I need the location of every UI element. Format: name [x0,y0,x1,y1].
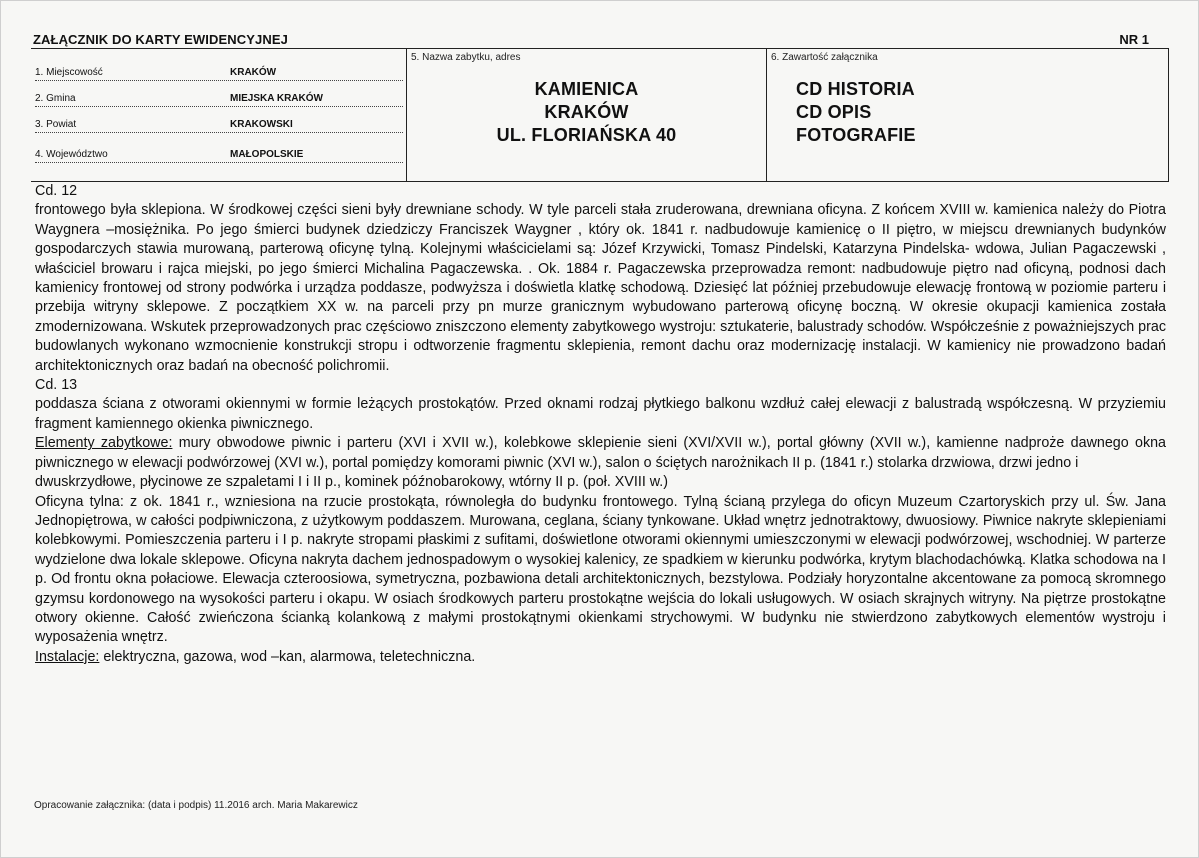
installations-paragraph [35,648,1166,667]
field-label: 1. Miejscowość [35,67,103,78]
installations-text: elektryczna, gazowa, wod –kan, alarmowa, teletechniczna. [99,648,476,665]
prepared-by-note: Opracowanie załącznika: (data i podpis) 11.2016 arch. Maria Makarewicz [34,800,358,811]
box5-title: 5. Nazwa zabytku, adres [411,52,521,63]
field-value: KRAKÓW [230,67,277,78]
header-top-rule [31,48,1169,49]
box-divider-right [766,48,767,181]
field-voivodeship [35,140,403,163]
document-number: NR 1 [1119,32,1149,47]
monument-line-1: KAMIENICA [534,79,639,99]
continuation-marker-12: Cd. 12 [35,183,78,199]
description-text [35,182,1166,667]
field-label: 2. Gmina [35,93,76,104]
field-underline [35,80,403,81]
card-right-rule [1168,48,1169,181]
elements-text: mury obwodowe piwnic i parteru (XVI i XVII w.), kolebkowe sklepienie sieni (XVI/XVII w.), portal główny (XVII w.), kamienne nadproże dawnego okna piwnicznego w elewacji podwórzowej (XVI w.), portal pomiędzy komorami piwnic (XVI w.), salon o ściętych narożnikach II p. (1841 r.) stolarka drzwiowa, drzwi jedno i [35,435,1166,471]
elements-continued: dwuskrzydłowe, płycinowe ze szpaletami I i II p., kominek późnobarokowy, wtórny II p. (poł. XVIII w.) [35,474,669,491]
field-underline [35,132,403,133]
contents-line-2: CD OPIS [796,102,872,122]
box6-title: 6. Zawartość załącznika [771,52,878,63]
field-commune [35,84,403,107]
field-label: 3. Powiat [35,119,77,130]
field-underline [35,162,403,163]
page-header [31,32,1179,48]
contents-line-1: CD HISTORIA [796,79,915,99]
field-value: MIEJSKA KRAKÓW [230,93,323,104]
field-value: MAŁOPOLSKIE [230,149,304,160]
document-title: ZAŁĄCZNIK DO KARTY EWIDENCYJNEJ [33,32,288,47]
attachment-contents-block [796,78,916,147]
field-locality [35,58,403,81]
monument-line-2: KRAKÓW [544,102,629,122]
monument-name-block [407,78,766,147]
history-paragraph: frontowego była sklepiona. W środkowej części sieni były drewniane schody. W tyle parceli stała zruderowana, drewniana oficyna. Z końcem XVIII w. kamienica należy do Piotra Waygnera –mosiężnika. Po jego śmierci budynek dziedziczy Franciszek Waygner , który ok. 1841 r. nadbudowuje kamienicę o II piętro, w miejscu drewnianych budynków gospodarczych stawia murowaną, parterową oficynę tylną. Kolejnymi właścicielami są: Józef Krzywicki, Tomasz Pindelski, Katarzyna Pindelska- wdowa, Julian Pagaczewski , właściciel browaru i rajca miejski, po jego śmierci Michalina Pagaczewska. . Ok. 1884 r. Pagaczewska przeprowadza remont: nadbudowuje piętro nad oficyną, podnosi dach kamienicy frontowej od strony podwórka i urządza poddasze, podwyższa i doświetla klatkę schodową. Dziesięć lat później przebudowuje elewację frontową w poziomie parteru i przebija witryny sklepowe. Z początkiem XX w. na parceli przy pn murze granicznym wybudowano parterową oficynę boczną. W okresie okupacji kamienica została zmodernizowana. Wskutek przeprowadzonych prac częściowo zniszczono elementy zabytkowego wystroju: sztukaterie, balustrady schodów. Współcześnie z poważniejszych prac budowlanych wykonano wzmocnienie konstrukcji stropu i odtworzenie fragmentu sklepienia, remont dachu oraz modernizację instalacji. W kamienicy nie prowadzono badań architektonicznych oraz badań na obecność polichromii. [35,202,1166,374]
attic-paragraph: poddasza ściana z otworami okiennymi w formie leżących prostokątów. Przed oknami rodzaj płytkiego balkonu wzdłuż całej elewacji z balustradą współczesną. W przyziemiu fragment kamiennego okienka piwnicznego. [35,396,1166,432]
field-label: 4. Województwo [35,149,108,160]
field-district [35,110,403,133]
field-underline [35,106,403,107]
installations-label: Instalacje: [35,648,100,665]
rear-annex-paragraph: Oficyna tylna: z ok. 1841 r., wzniesiona na rzucie prostokąta, równoległa do budynku frontowego. Tylną ścianą przylega do oficyn Muzeum Czartoryskich przy ul. Św. Jana Jednopiętrowa, w całości podpiwniczona, z użytkowym poddaszem. Murowana, ceglana, ściany tynkowane. Układ wnętrz jednotraktowy, dwuosiowy. Piwnice nakryte sklepieniami kolebkowymi. Pomieszczenia parteru i I p. nakryte stropami płaskimi z sufitami, doświetlone otworami okiennymi umieszczonymi w elewacji podwórzowej, wschodniej. W parterze wydzielone dwa lokale sklepowe. Oficyna nakryta dachem jednospadowym o wysokiej kalenicy, ze spadkiem w kierunku podwórka, krytym blachodachówką. Klatka schodowa na I p. Od frontu okna połaciowe. Elewacja czteroosiowa, symetryczna, pozbawiona detali architektonicznych, bezstylowa. Podziały horyzontalne akcentowane za pomocą skromnego gzymsu kordonowego na wysokości parteru i okapu. W osiach środkowych parteru prostokątne wejścia do lokali usługowych. W osiach skrajnych witryny. Na piętrze prostokątne otwory okienne. Całość zwieńczona ścianką kolankową z małymi prostokątnymi okienkami strychowymi. W budynku nie stwierdzono zabytkowych elementów wystroju i wyposażenia wnętrz. [35,493,1166,646]
elements-paragraph [35,434,1166,473]
monument-line-3: UL. FLORIAŃSKA 40 [496,125,677,145]
field-value: KRAKOWSKI [230,119,293,130]
elements-label: Elementy zabytkowe: [35,435,173,452]
contents-line-3: FOTOGRAFIE [796,125,916,145]
continuation-marker-13: Cd. 13 [35,377,78,394]
